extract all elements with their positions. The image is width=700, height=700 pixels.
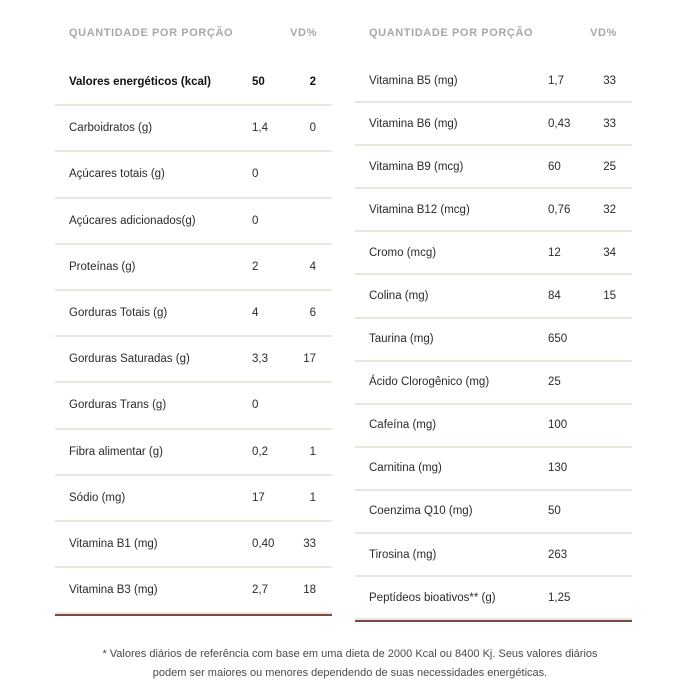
nutrient-daily-value: 2 [309,76,316,89]
nutrient-name: Tirosina (mg) [369,548,437,561]
table-row [55,199,332,245]
nutrient-name: Sódio (mg) [69,491,126,504]
nutrient-daily-value: 4 [309,260,316,273]
nutrient-name: Vitamina B12 (mcg) [369,203,470,216]
header-serving-quantity: QUANTIDADE POR PORÇÃO [69,27,234,39]
nutrition-table-right [355,0,632,622]
footnote [80,645,620,683]
nutrient-name: Gorduras Saturadas (g) [69,353,190,366]
nutrient-amount: 1,7 [548,74,564,87]
table-row [355,362,632,405]
nutrient-name: Cromo (mcg) [369,246,437,259]
table-row [55,245,332,291]
table-row [55,522,332,568]
table-row [355,189,632,232]
header-daily-value: VD% [590,27,617,39]
nutrient-name: Carnitina (mg) [369,462,442,475]
table-rows [355,60,632,620]
table-row [55,383,332,429]
nutrient-name: Proteínas (g) [69,260,136,273]
table-row [355,405,632,448]
nutrient-amount: 84 [548,290,561,303]
nutrition-table-left [55,0,332,616]
nutrient-daily-value: 0 [309,122,316,135]
table-header [55,0,332,60]
table-row [355,275,632,318]
nutrient-amount: 0 [252,168,259,181]
nutrient-amount: 650 [548,333,568,346]
nutrient-name: Valores energéticos (kcal) [69,76,211,89]
nutrient-daily-value: 32 [603,203,616,216]
nutrient-amount: 2 [252,260,259,273]
table-row [355,448,632,491]
nutrient-amount: 4 [252,307,259,320]
nutrient-daily-value: 1 [309,445,316,458]
table-row [355,103,632,146]
table-row [355,534,632,577]
nutrient-name: Vitamina B6 (mg) [369,117,458,130]
nutrient-amount: 3,3 [252,353,268,366]
nutrient-daily-value: 33 [603,74,616,87]
table-bottom-rule [355,620,632,622]
nutrient-amount: 130 [548,462,568,475]
nutrient-amount: 50 [548,505,561,518]
nutrient-name: Açúcares totais (g) [69,168,165,181]
header-daily-value: VD% [290,27,317,39]
nutrient-amount: 263 [548,548,568,561]
nutrient-name: Carboidratos (g) [69,122,153,135]
table-row [355,491,632,534]
table-row [55,430,332,476]
nutrient-amount: 2,7 [252,584,268,597]
table-row [355,146,632,189]
nutrient-name: Taurina (mg) [369,333,434,346]
nutrient-name: Fibra alimentar (g) [69,445,163,458]
nutrient-daily-value: 34 [603,246,616,259]
nutrient-amount: 0,40 [252,537,275,550]
nutrient-daily-value: 33 [603,117,616,130]
nutrient-amount: 100 [548,419,568,432]
nutrient-daily-value: 1 [309,491,316,504]
nutrient-amount: 0,76 [548,203,571,216]
table-header [355,0,632,60]
nutrient-amount: 12 [548,246,561,259]
nutrient-daily-value: 18 [303,584,316,597]
nutrient-name: Peptídeos bioativos** (g) [369,591,496,604]
table-row [355,232,632,275]
nutrient-amount: 60 [548,160,561,173]
table-row [55,476,332,522]
footnote-line-2: podem ser maiores ou menores dependendo de suas necessidades energéticas. [152,667,548,679]
nutrient-daily-value: 15 [603,290,616,303]
nutrient-name: Vitamina B9 (mcg) [369,160,464,173]
table-row [355,60,632,103]
nutrient-name: Vitamina B5 (mg) [369,74,458,87]
table-row [55,152,332,198]
nutrient-name: Gorduras Trans (g) [69,399,167,412]
nutrient-amount: 0,43 [548,117,571,130]
table-row [55,291,332,337]
nutrient-amount: 1,25 [548,591,571,604]
nutrient-amount: 0 [252,399,259,412]
nutrient-name: Colina (mg) [369,290,429,303]
nutrient-name: Vitamina B3 (mg) [69,584,158,597]
nutrient-name: Gorduras Totais (g) [69,307,168,320]
nutrient-name: Vitamina B1 (mg) [69,537,158,550]
table-row [55,106,332,152]
nutrient-amount: 17 [252,491,265,504]
table-row [55,568,332,614]
nutrient-daily-value: 25 [603,160,616,173]
table-bottom-rule [55,614,332,616]
table-rows [55,60,332,614]
footnote-line-1: * Valores diários de referência com base em uma dieta de 2000 Kcal ou 8400 Kj. Seus valores diários [102,648,598,660]
nutrient-amount: 25 [548,376,561,389]
nutrient-name: Cafeína (mg) [369,419,437,432]
nutrient-name: Açúcares adicionados(g) [69,214,196,227]
nutrient-amount: 0,2 [252,445,268,458]
table-row [355,319,632,362]
table-row [55,60,332,106]
nutrient-amount: 50 [252,76,265,89]
nutrient-daily-value: 6 [309,307,316,320]
table-row [355,577,632,620]
nutrient-daily-value: 17 [303,353,316,366]
nutrient-name: Coenzima Q10 (mg) [369,505,473,518]
nutrient-amount: 0 [252,214,259,227]
nutrient-name: Ácido Clorogênico (mg) [369,376,490,389]
nutrient-amount: 1,4 [252,122,268,135]
nutrient-daily-value: 33 [303,537,316,550]
header-serving-quantity: QUANTIDADE POR PORÇÃO [369,27,534,39]
table-row [55,337,332,383]
